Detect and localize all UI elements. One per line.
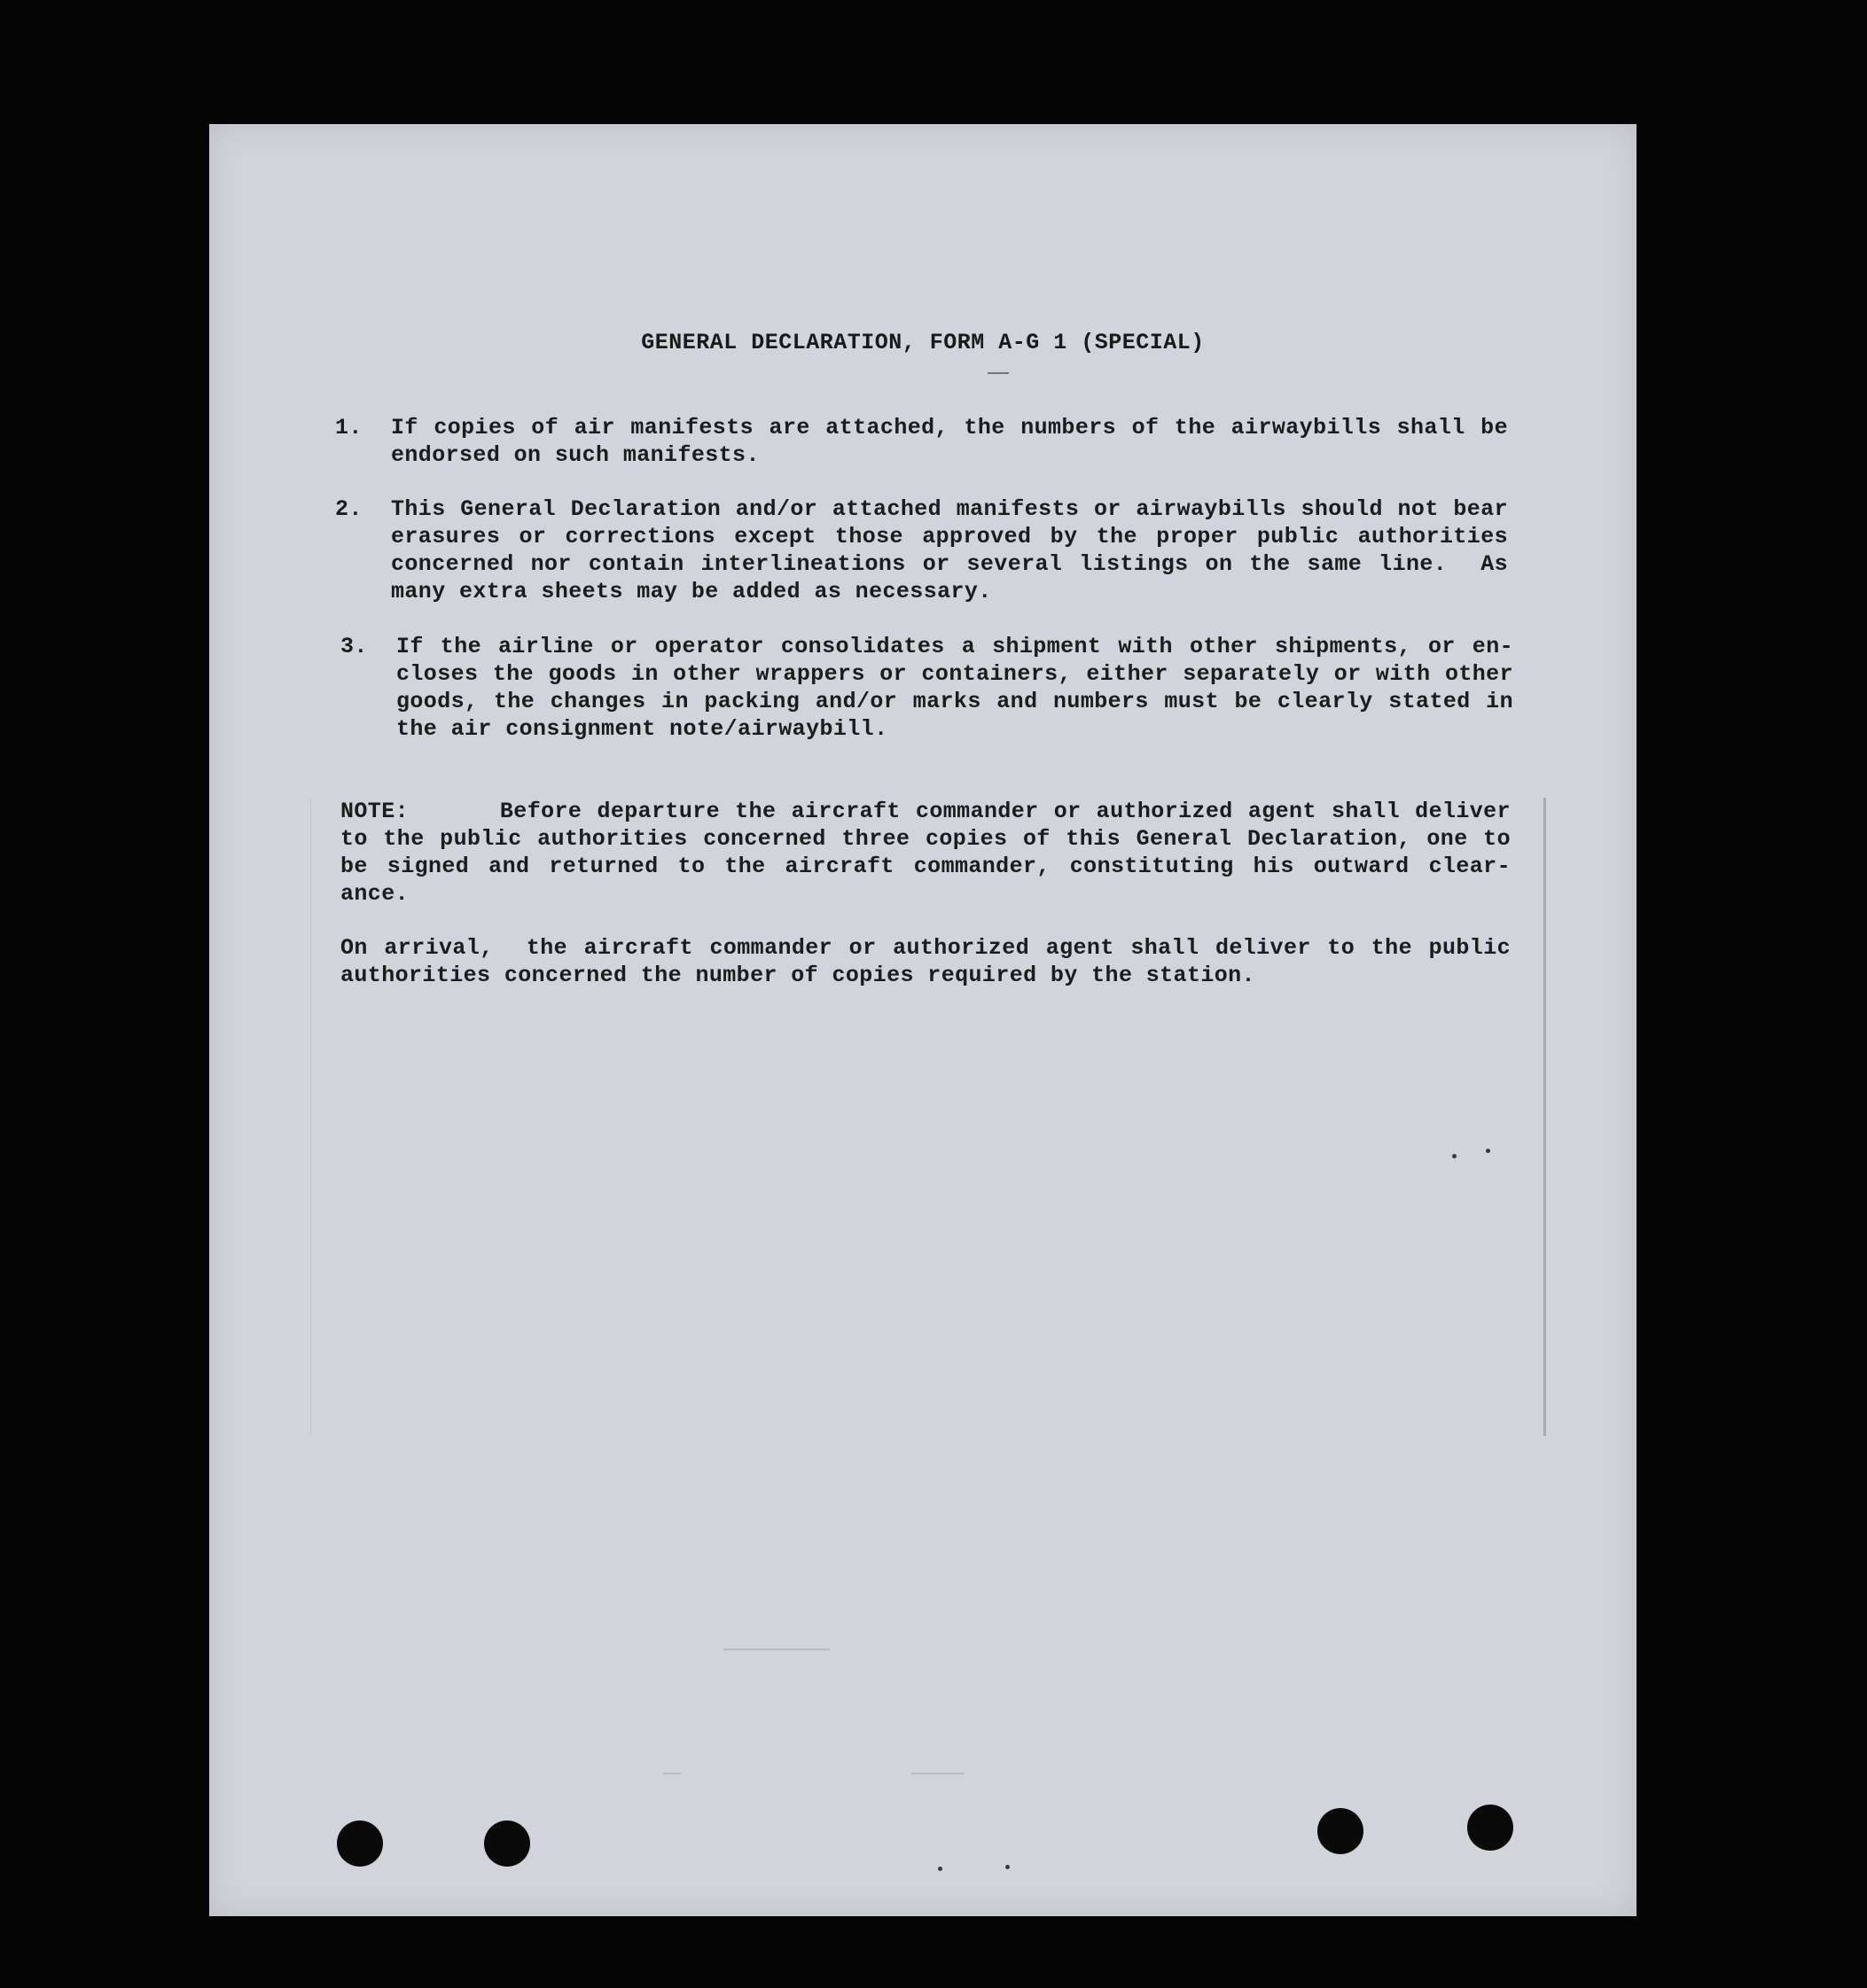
text-line: closes the goods in other wrappers or containers, either separately or with other xyxy=(396,661,1513,687)
text-line: authorities concerned the number of copies required by the station. xyxy=(340,963,1255,988)
arrival-paragraph xyxy=(340,934,1511,989)
punch-hole xyxy=(337,1820,383,1867)
text-line: endorsed on such manifests. xyxy=(391,442,760,468)
punch-hole xyxy=(1467,1805,1513,1851)
punch-hole xyxy=(484,1820,530,1867)
text-line: NOTE: Before departure the aircraft commander or authorized agent shall deliver xyxy=(340,799,1511,824)
page-title: GENERAL DECLARATION, FORM A-G 1 (SPECIAL) xyxy=(641,330,1205,355)
bleed-through-line xyxy=(911,1773,965,1774)
ink-speck xyxy=(1005,1865,1010,1869)
note-paragraph xyxy=(340,798,1511,908)
text-line: On arrival, the aircraft commander or authorized agent shall deliver to the public xyxy=(340,935,1511,961)
list-item-text xyxy=(396,633,1513,743)
list-item-text xyxy=(391,414,1508,469)
text-line: concerned nor contain interlineations or several listings on the same line. As xyxy=(391,551,1508,577)
text-line: erasures or corrections except those approved by the proper public authorities xyxy=(391,524,1508,550)
document-page xyxy=(209,124,1637,1916)
list-item-number: 2. xyxy=(335,496,363,522)
ink-speck xyxy=(1452,1154,1457,1158)
text-line: This General Declaration and/or attached manifests or airwaybills should not bear xyxy=(391,496,1508,522)
ink-speck xyxy=(1486,1149,1490,1153)
bleed-through-line xyxy=(723,1649,830,1650)
list-item-number: 3. xyxy=(340,634,368,659)
text-line: to the public authorities concerned three copies of this General Declaration, one to xyxy=(340,826,1511,852)
ink-speck xyxy=(938,1867,942,1871)
punch-hole xyxy=(1317,1808,1363,1854)
text-line: many extra sheets may be added as necessary. xyxy=(391,579,992,604)
text-line: the air consignment note/airwaybill. xyxy=(396,716,888,742)
text-line: be signed and returned to the aircraft commander, constituting his outward clear- xyxy=(340,854,1511,879)
text-line: If copies of air manifests are attached, the numbers of the airwaybills shall be xyxy=(391,415,1508,440)
bleed-through-line xyxy=(663,1773,681,1774)
text-line: goods, the changes in packing and/or marks and numbers must be clearly stated in xyxy=(396,689,1513,714)
text-line: If the airline or operator consolidates a shipment with other shipments, or en- xyxy=(396,634,1513,659)
list-item-text xyxy=(391,495,1508,605)
title-underline-mark xyxy=(988,372,1009,374)
text-line: ance. xyxy=(340,881,410,907)
list-item-number: 1. xyxy=(335,415,363,440)
